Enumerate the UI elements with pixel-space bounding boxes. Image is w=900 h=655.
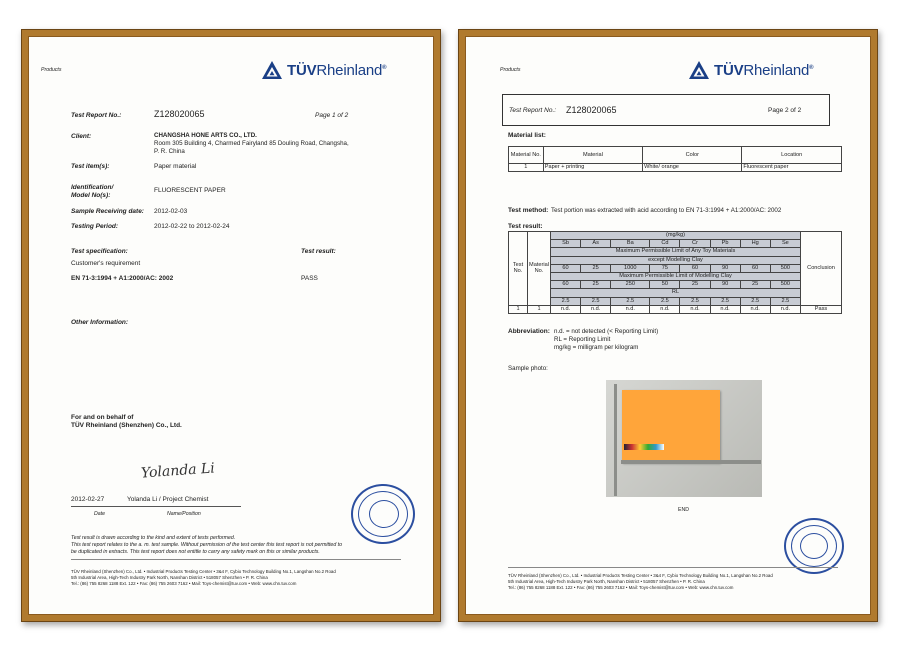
footer-note-2: This test report relates to the a. m. test sample. Without permission of the test center this test report is not permitted to [71, 542, 342, 548]
test-result-value: PASS [301, 275, 318, 282]
page-indicator: Page 1 of 2 [315, 112, 349, 119]
abbreviation-rl: RL = Reporting Limit [554, 336, 611, 343]
table-row: RL [509, 289, 842, 297]
report-page-2-frame [458, 29, 878, 622]
page-indicator: Page 2 of 2 [768, 107, 802, 114]
test-method-text: Test portion was extracted with acid according to EN 71-3:1994 + A1:2000/AC: 2002 [551, 207, 782, 214]
footer-address-1: TÜV Rheinland (Shenzhen) Co., Ltd. • Industrial Products Testing Center • 3&4 F, Cybio Technology Building No.1, Langshan No.2 Road [71, 569, 336, 574]
table-row: Maximum Permissible Limit of Modelling Clay [509, 273, 842, 281]
table-row: 1 Paper + printing White/ orange Fluorescent paper [509, 164, 842, 172]
tuv-wordmark: TÜVRheinland® [287, 61, 387, 79]
results-table [508, 231, 842, 314]
material-list-label: Material list: [508, 132, 546, 139]
company-stamp [351, 484, 415, 544]
testing-period-label: Testing Period: [71, 223, 119, 230]
products-label: Products [41, 67, 62, 73]
sample-photo [606, 380, 762, 497]
client-label: Client: [71, 133, 92, 140]
on-behalf-line1: For and on behalf of [71, 414, 134, 421]
report-page-1-frame [21, 29, 441, 622]
company-stamp [784, 518, 844, 574]
ruler-horizontal [621, 460, 761, 464]
other-info-label: Other Information: [71, 319, 129, 326]
test-spec-label: Test specification: [71, 248, 128, 255]
abbreviation-nd: n.d. = not detected (< Reporting Limit) [554, 328, 659, 335]
date-caption: Date [94, 511, 105, 517]
color-chart [624, 444, 664, 450]
report-no-value: Z128020065 [566, 105, 617, 115]
tuv-logo [261, 60, 386, 80]
footer-divider [71, 559, 401, 560]
signer-name: Yolanda Li / Project Chemist [127, 496, 209, 503]
tuv-wordmark: TÜVRheinland® [714, 61, 814, 79]
test-result-label: Test result: [301, 248, 336, 255]
footer-address-2: 5th Industrial Area, High-Tech Industry Park North, Nanshan District • 518057 Shenzhen • P. R. China [71, 575, 268, 580]
table-row: Sb As Ba Cd Cr Pb Hg Se [509, 240, 842, 248]
model-no-label: Model No(s): [71, 192, 111, 199]
identification-value: FLUORESCENT PAPER [154, 187, 226, 194]
sample-date-value: 2012-02-03 [154, 208, 188, 215]
footer-address-3: Tel.: (86) 755 8268 1188 Ext. 122 • Fax: (86) 755 2603 7162 • Mail: Toys-chemist@tuv.com • Web: www.chn.tuv.com [508, 585, 734, 590]
table-row: Material No. Material Color Location [509, 147, 842, 164]
sign-date: 2012-02-27 [71, 496, 105, 503]
footer-note-1: Test result is drawn according to the kind and extent of tests performed. [71, 535, 236, 541]
footer-address-2: 5th Industrial Area, High-Tech Industry Park North, Nanshan District • 518057 Shenzhen • P. R. China [508, 579, 705, 584]
tuv-triangle-icon [688, 60, 710, 80]
report-page-1 [28, 36, 434, 615]
tuv-logo [688, 60, 813, 80]
table-row: 60 25 250 50 25 90 25 500 [509, 281, 842, 289]
report-no-label: Test Report No.: [71, 112, 122, 119]
end-label: END [678, 507, 689, 513]
table-row: Maximum Permissible Limit of Any Toy Materials [509, 248, 842, 256]
test-result-label: Test result: [508, 223, 543, 230]
footer-address-1: TÜV Rheinland (Shenzhen) Co., Ltd. • Industrial Products Testing Center • 3&4 F, Cybio Technology Building No.1, Langshan No.2 Road [508, 573, 773, 578]
report-no-value: Z128020065 [154, 109, 205, 119]
footer-note-3: be duplicated in extracts. This test report does not entitle to carry any safety mark on this or similar products. [71, 549, 320, 555]
on-behalf-line2: TÜV Rheinland (Shenzhen) Co., Ltd. [71, 422, 182, 429]
table-row: except Modelling Clay [509, 256, 842, 264]
abbreviation-mgkg: mg/kg = milligram per kilogram [554, 344, 639, 351]
footer-divider [508, 567, 838, 568]
sample-date-label: Sample Receiving date: [71, 208, 144, 215]
client-name: CHANGSHA HONE ARTS CO., LTD. [154, 132, 257, 139]
material-table [508, 146, 842, 172]
report-header-box [502, 94, 830, 126]
name-caption: Name/Position [167, 511, 201, 517]
products-label: Products [500, 67, 521, 73]
client-address-2: P. R. China [154, 148, 185, 155]
abbreviation-label: Abbreviation: [508, 328, 550, 335]
table-row: Test No. Material No. (mg/kg) Conclusion [509, 232, 842, 240]
client-address-1: Room 305 Building 4, Charmed Fairyland 85 Douling Road, Changsha, [154, 140, 349, 147]
tuv-triangle-icon [261, 60, 283, 80]
ruler-vertical [614, 384, 617, 496]
report-no-label: Test Report No.: [509, 107, 557, 114]
signature-line [71, 506, 241, 507]
table-row: 2.5 2.5 2.5 2.5 2.5 2.5 2.5 2.5 [509, 297, 842, 305]
test-items-value: Paper material [154, 163, 197, 170]
fluorescent-paper-sample [622, 390, 720, 463]
test-method-label: Test method: [508, 207, 549, 214]
footer-address-3: Tel.: (86) 755 8268 1188 Ext. 122 • Fax: (86) 755 2603 7162 • Mail: Toys-chemist@tuv.com • Web: www.chn.tuv.com [71, 581, 297, 586]
table-row: 1 1 n.d. n.d. n.d. n.d. n.d. n.d. n.d. n.d. Pass [509, 305, 842, 313]
test-items-label: Test item(s): [71, 163, 110, 170]
sample-photo-label: Sample photo: [508, 365, 548, 372]
customer-requirement: Customer's requirement [71, 260, 141, 267]
testing-period-value: 2012-02-22 to 2012-02-24 [154, 223, 230, 230]
table-row: 60 25 1000 75 60 90 60 500 [509, 264, 842, 272]
report-page-2 [465, 36, 871, 615]
identification-label: Identification/ [71, 184, 114, 191]
test-standard: EN 71-3:1994 + A1:2000/AC: 2002 [71, 275, 174, 282]
signature: Yolanda Li [140, 460, 216, 482]
